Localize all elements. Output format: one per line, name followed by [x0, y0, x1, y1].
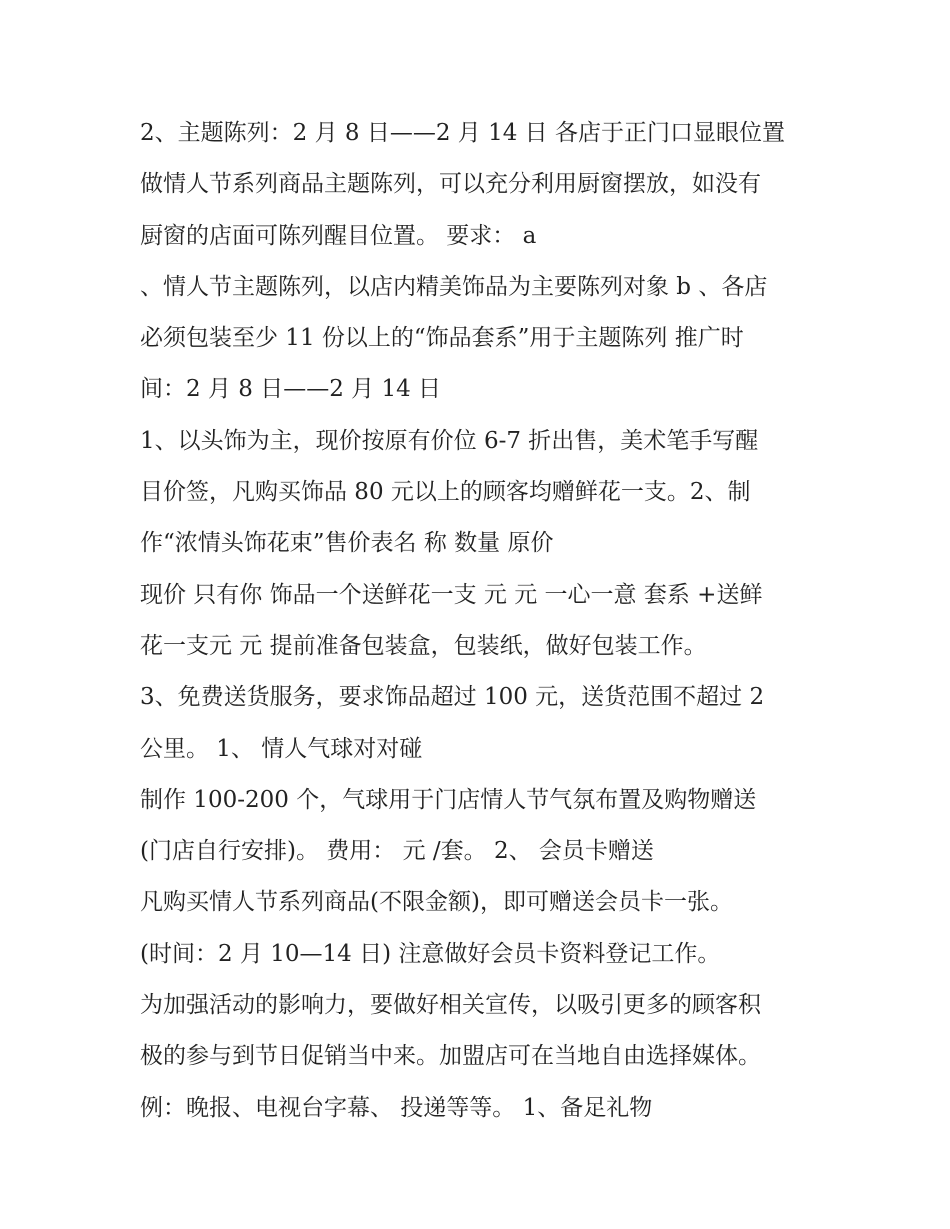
- text-line: 目价签，凡购买饰品 80 元以上的顾客均赠鲜花一支。2、制: [140, 479, 751, 506]
- text-line: 例：晚报、电视台字幕、 投递等等。 1、备足礼物: [140, 1094, 653, 1121]
- text-line: 公里。 1、 情人气球对对碰: [140, 735, 423, 762]
- text-line: 3、免费送货服务，要求饰品超过 100 元，送货范围不超过 2: [140, 684, 765, 711]
- text-line: 花一支元 元 提前准备包装盒，包装纸，做好包装工作。: [140, 632, 707, 659]
- text-line: 必须包装至少 11 份以上的“饰品套系”用于主题陈列 推广时: [140, 325, 744, 352]
- text-line: 现价 只有你 饰品一个送鲜花一支 元 元 一心一意 套系 +送鲜: [140, 581, 763, 608]
- text-line: 凡购买情人节系列商品(不限金额)，即可赠送会员卡一张。: [140, 889, 733, 916]
- text-line: 制作 100-200 个，气球用于门店情人节气氛布置及购物赠送: [140, 786, 757, 813]
- text-line: (时间：2 月 10—14 日) 注意做好会员卡资料登记工作。: [140, 940, 721, 967]
- text-line: 1、以头饰为主，现价按原有价位 6-7 折出售，美术笔手写醒: [140, 427, 759, 454]
- text-line: (门店自行安排)。 费用： 元 /套。 2、 会员卡赠送: [140, 838, 654, 865]
- text-line: 做情人节系列商品主题陈列，可以充分利用厨窗摆放，如没有: [140, 171, 761, 198]
- text-line: 为加强活动的影响力，要做好相关宣传，以吸引更多的顾客积: [140, 992, 761, 1019]
- body-text: [140, 108, 840, 1134]
- text-line: 间：2 月 8 日——2 月 14 日: [140, 376, 442, 403]
- text-line: 、情人节主题陈列，以店内精美饰品为主要陈列对象 b 、各店: [140, 273, 768, 300]
- text-line: 厨窗的店面可陈列醒目位置。 要求： a: [140, 222, 537, 249]
- text-line: 极的参与到节日促销当中来。加盟店可在当地自由选择媒体。: [140, 1043, 761, 1070]
- text-line: 2、主题陈列：2 月 8 日——2 月 14 日 各店于正门口显眼位置: [140, 120, 785, 146]
- text-line: 作“浓情头饰花束”售价表名 称 数量 原价: [140, 530, 554, 557]
